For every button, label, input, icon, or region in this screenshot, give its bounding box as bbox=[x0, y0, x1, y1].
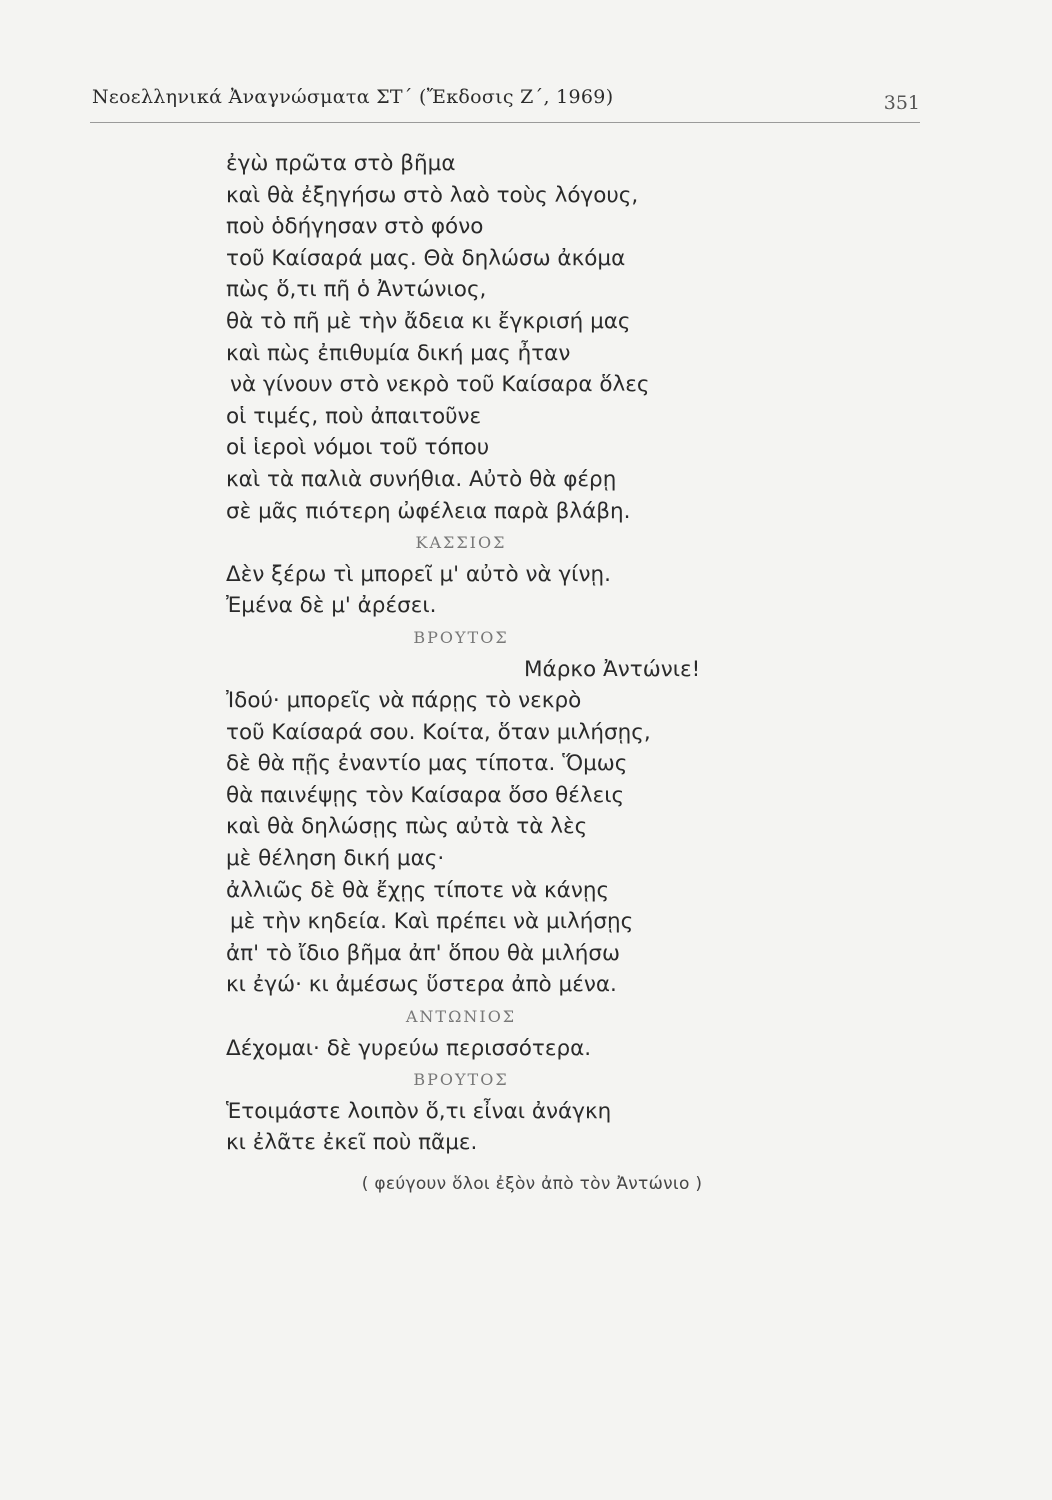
verse-line: Ἑτοιμάστε λοιπὸν ὅ,τι εἶναι ἀνάγκη bbox=[226, 1098, 612, 1124]
verse-line: καὶ θὰ ἐξηγήσω στὸ λαὸ τοὺς λόγους, bbox=[226, 182, 639, 208]
stage-direction: ( φεύγουν ὅλοι ἐξὸν ἀπὸ τὸν Ἀντώνιο ) bbox=[361, 1174, 703, 1194]
verse-line: Ἐμένα δὲ μ' ἀρέσει. bbox=[226, 593, 437, 619]
verse-line: οἱ ἱεροὶ νόμοι τοῦ τόπου bbox=[226, 435, 490, 461]
verse-line: ἐγὼ πρῶτα στὸ βῆμα bbox=[226, 151, 456, 176]
verse-line: μὲ θέληση δική μας· bbox=[226, 846, 445, 872]
verse-line: Ἰδού· μπορεῖς νὰ πάρῃς τὸ νεκρὸ bbox=[226, 688, 582, 714]
play-text bbox=[226, 148, 786, 1201]
verse-line: τοῦ Καίσαρά σου. Κοίτα, ὅταν μιλήσῃς, bbox=[226, 719, 651, 745]
verse-line: κι ἐλᾶτε ἐκεῖ ποὺ πᾶμε. bbox=[226, 1130, 478, 1156]
speaker-name: ΑΝΤΩΝΙΟΣ bbox=[405, 1007, 517, 1027]
speaker-name: ΒΡΟΥΤΟΣ bbox=[413, 627, 509, 647]
verse-line: θὰ παινέψῃς τὸν Καίσαρα ὅσο θέλεις bbox=[226, 782, 625, 808]
verse-line: καὶ θὰ δηλώσῃς πὼς αὐτὰ τὰ λὲς bbox=[226, 814, 588, 840]
header-divider bbox=[90, 122, 920, 123]
speaker-name: ΒΡΟΥΤΟΣ bbox=[413, 1070, 509, 1090]
verse-line: ἀπ' τὸ ἴδιο βῆμα ἀπ' ὅπου θὰ μιλήσω bbox=[226, 940, 621, 966]
verse-line: μὲ τὴν κηδεία. Καὶ πρέπει νὰ μιλήσῃς bbox=[230, 909, 634, 935]
verse-line: νὰ γίνουν στὸ νεκρὸ τοῦ Καίσαρα ὅλες bbox=[230, 372, 650, 398]
verse-line: καὶ πὼς ἐπιθυμία δική μας ἦταν bbox=[226, 340, 571, 366]
page-number: 351 bbox=[883, 92, 920, 114]
verse-line: καὶ τὰ παλιὰ συνήθια. Αὐτὸ θὰ φέρῃ bbox=[226, 466, 617, 492]
verse-line: σὲ μᾶς πιότερη ὠφέλεια παρὰ βλάβη. bbox=[226, 498, 631, 524]
verse-line: ἀλλιῶς δὲ θὰ ἔχῃς τίποτε νὰ κάνῃς bbox=[226, 877, 610, 903]
speaker-name: ΚΑΣΣΙΟΣ bbox=[415, 533, 507, 553]
verse-line: Μάρκο Ἀντώνιε! bbox=[524, 656, 701, 682]
verse-line: πὼς ὅ,τι πῆ ὁ Ἀντώνιος, bbox=[226, 277, 487, 303]
verse-line: ποὺ ὁδήγησαν στὸ φόνο bbox=[226, 214, 484, 240]
verse-line: τοῦ Καίσαρά μας. Θὰ δηλώσω ἀκόμα bbox=[226, 245, 626, 271]
running-head-title: Νεοελληνικά Ἀναγνώσματα ΣΤ΄ (Ἔκδοσις Ζ΄, 1969) bbox=[92, 86, 614, 108]
verse-line: δὲ θὰ πῇς ἐναντίο μας τίποτα. Ὅμως bbox=[226, 751, 628, 777]
verse-line: οἱ τιμές, ποὺ ἀπαιτοῦνε bbox=[226, 403, 482, 429]
verse-line: Δέχομαι· δὲ γυρεύω περισσότερα. bbox=[226, 1035, 592, 1061]
verse-line: θὰ τὸ πῆ μὲ τὴν ἄδεια κι ἔγκρισή μας bbox=[226, 308, 631, 334]
verse-line: Δὲν ξέρω τὶ μπορεῖ μ' αὐτὸ νὰ γίνῃ. bbox=[226, 561, 611, 587]
verse-line: κι ἐγώ· κι ἀμέσως ὕστερα ἀπὸ μένα. bbox=[226, 972, 617, 998]
